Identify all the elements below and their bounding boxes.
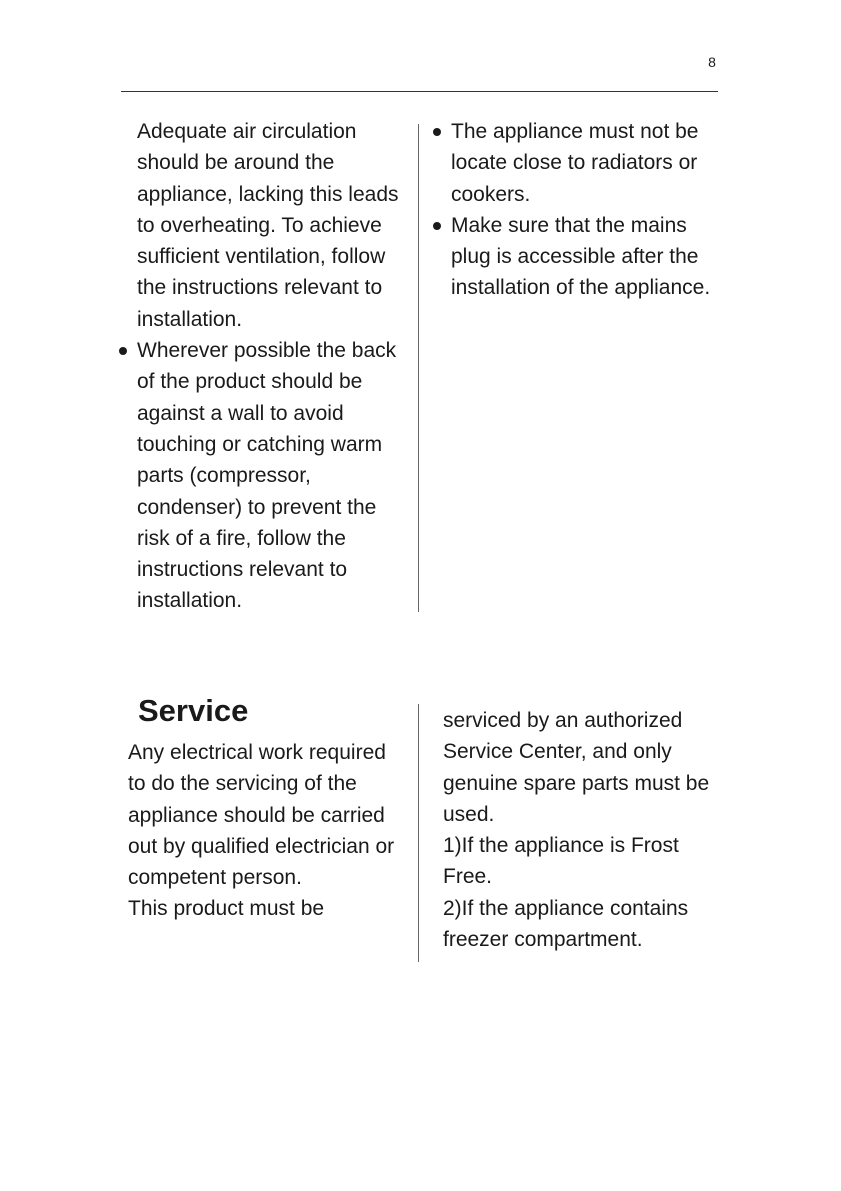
top-left-column bbox=[137, 116, 409, 617]
service-frost-free: 1)If the appliance is Frost Free. bbox=[443, 834, 679, 889]
service-electrical-work: Any electrical work required to do the servicing of the appliance should be carried out by qualified electrician or competent person. bbox=[128, 741, 395, 890]
paragraph-air-circulation: Adequate air circulation should be around the appliance, lacking this leads to overheating. To achieve sufficient ventilation, follow the instructions relevant to installation. bbox=[137, 120, 399, 331]
bullet-back-against-wall: Wherever possible the back of the product should be against a wall to avoid touching or catching warm parts (compressor, condenser) to prevent the risk of a fire, follow the instructions relevant to installation. bbox=[137, 335, 409, 617]
bullet-mains-plug: Make sure that the mains plug is accessible after the installation of the appliance. bbox=[451, 210, 723, 304]
service-authorized-center: serviced by an authorized Service Center, and only genuine spare parts must be used. bbox=[443, 709, 710, 826]
service-right-column bbox=[443, 705, 713, 955]
service-left-column bbox=[128, 737, 398, 925]
service-heading: Service bbox=[138, 693, 249, 728]
service-freezer-compartment: 2)If the appliance contains freezer compartment. bbox=[443, 896, 689, 952]
top-right-column bbox=[451, 116, 723, 304]
header-rule bbox=[121, 91, 718, 92]
service-product-must-be: This product must be bbox=[128, 897, 325, 921]
top-column-divider bbox=[418, 124, 419, 612]
bullet-radiators: The appliance must not be locate close to radiators or cookers. bbox=[451, 116, 723, 210]
page-number: 8 bbox=[708, 54, 716, 70]
service-column-divider bbox=[418, 704, 419, 962]
